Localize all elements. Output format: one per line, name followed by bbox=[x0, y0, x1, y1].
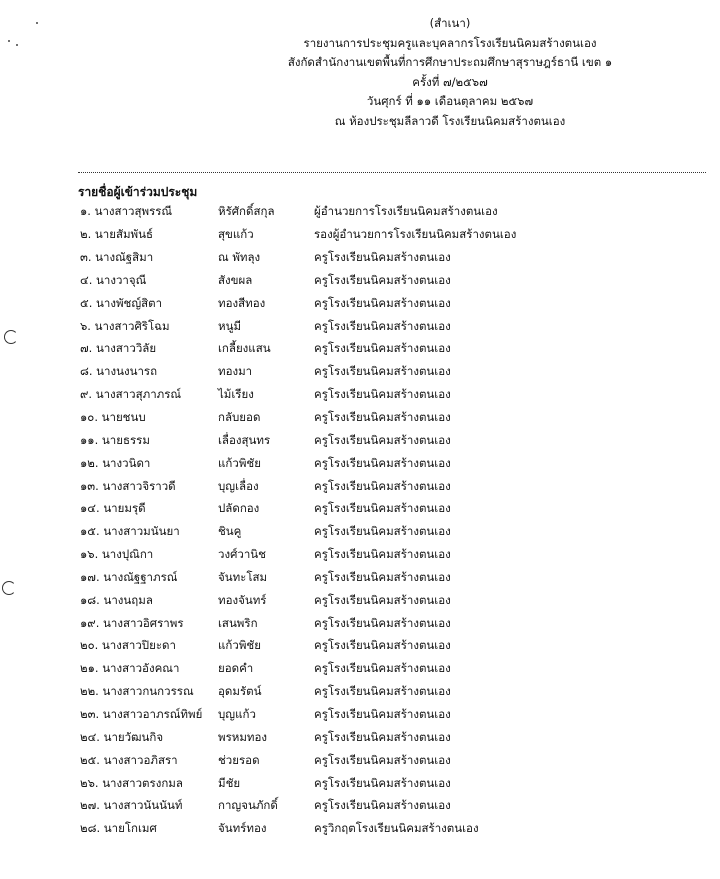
attendee-row bbox=[80, 429, 700, 452]
attendee-role: ครูโรงเรียนนิคมสร้างตนเอง bbox=[314, 729, 451, 744]
attendee-name: ๑๓. นางสาวจิราวดี bbox=[80, 478, 176, 493]
dotted-divider bbox=[78, 172, 706, 173]
attendee-role: ครูโรงเรียนนิคมสร้างตนเอง bbox=[314, 775, 451, 790]
attendee-role: ครูโรงเรียนนิคมสร้างตนเอง bbox=[314, 318, 451, 333]
attendee-row bbox=[80, 270, 700, 293]
attendee-role: ครูโรงเรียนนิคมสร้างตนเอง bbox=[314, 524, 451, 539]
attendee-name: ๒๗. นางสาวนันนันท์ bbox=[80, 798, 183, 813]
attendee-name: ๒๐. นางสาวปิยะดา bbox=[80, 638, 176, 653]
attendee-row bbox=[80, 521, 700, 544]
attendee-row bbox=[80, 361, 700, 384]
attendee-surname: เลื่องสุนทร bbox=[218, 432, 271, 447]
attendee-surname: ปลัดกอง bbox=[218, 501, 260, 516]
attendee-role: รองผู้อำนวยการโรงเรียนนิคมสร้างตนเอง bbox=[314, 227, 517, 242]
attendee-surname: กลับยอด bbox=[218, 410, 261, 425]
attendee-name: ๕. นางพัชญ์สิตา bbox=[80, 295, 163, 310]
attendee-list bbox=[80, 201, 700, 841]
attendee-surname: ทองมา bbox=[218, 364, 253, 379]
attendee-surname: หิรัศักดิ์สกุล bbox=[218, 204, 275, 219]
attendees-title: รายชื่อผู้เข้าร่วมประชุม bbox=[78, 185, 198, 199]
document-header bbox=[180, 14, 720, 132]
attendee-row bbox=[80, 544, 700, 567]
attendee-name: ๙. นางสาวสุภาภรณ์ bbox=[80, 387, 182, 402]
attendee-row bbox=[80, 635, 700, 658]
hole-punch-mark bbox=[4, 330, 18, 344]
attendee-surname: แก้วพิชัย bbox=[218, 455, 261, 470]
attendee-role: ผู้อำนวยการโรงเรียนนิคมสร้างตนเอง bbox=[314, 204, 498, 219]
attendee-name: ๓. นางณัฐสิมา bbox=[80, 250, 154, 265]
attendee-name: ๒๓. นางสาวอาภรณ์ทิพย์ bbox=[80, 706, 203, 721]
attendee-surname: แก้วพิชัย bbox=[218, 638, 261, 653]
attendee-name: ๗. นางสาววิลัย bbox=[80, 341, 157, 356]
attendee-role: ครูโรงเรียนนิคมสร้างตนเอง bbox=[314, 387, 451, 402]
attendee-surname: ทองจันทร์ bbox=[218, 592, 267, 607]
copy-label: (สำเนา) bbox=[429, 16, 471, 30]
meeting-number: ครั้งที่ ๗/๒๕๖๗ bbox=[412, 74, 488, 89]
attendee-row bbox=[80, 589, 700, 612]
attendee-row bbox=[80, 201, 700, 224]
attendee-name: ๔. นางวาจุณี bbox=[80, 272, 147, 287]
attendee-surname: จันทร์ทอง bbox=[218, 821, 267, 836]
attendee-name: ๑๙. นางสาวอิศราพร bbox=[80, 615, 184, 630]
attendee-role: ครูโรงเรียนนิคมสร้างตนเอง bbox=[314, 569, 451, 584]
attendee-role: ครูโรงเรียนนิคมสร้างตนเอง bbox=[314, 478, 451, 493]
attendee-surname: เกลี้ยงแสน bbox=[218, 341, 271, 356]
affiliation: สังกัดสำนักงานเขตพื้นที่การศึกษาประถมศึกษาสุราษฎร์ธานี เขต ๑ bbox=[287, 55, 613, 70]
attendee-row bbox=[80, 658, 700, 681]
attendee-surname: บุญเลื่อง bbox=[218, 478, 259, 493]
attendee-name: ๘. นางนงนารถ bbox=[80, 364, 158, 379]
attendee-row bbox=[80, 772, 700, 795]
attendee-name: ๑. นางสาวสุพรรณี bbox=[80, 204, 173, 219]
attendee-name: ๒๖. นางสาวตรงกมล bbox=[80, 775, 183, 790]
attendee-row bbox=[80, 407, 700, 430]
attendee-role: ครูโรงเรียนนิคมสร้างตนเอง bbox=[314, 706, 451, 721]
attendee-row bbox=[80, 567, 700, 590]
attendee-row bbox=[80, 681, 700, 704]
attendee-row bbox=[80, 384, 700, 407]
attendee-name: ๑๗. นางณัฐฐาภรณ์ bbox=[80, 569, 178, 584]
attendee-name: ๒๑. นางสาวอังคณา bbox=[80, 661, 180, 676]
attendee-role: ครูโรงเรียนนิคมสร้างตนเอง bbox=[314, 250, 451, 265]
attendee-role: ครูโรงเรียนนิคมสร้างตนเอง bbox=[314, 364, 451, 379]
attendee-surname: จันทะโสม bbox=[218, 569, 268, 584]
attendee-surname: ยอดคำ bbox=[218, 661, 254, 676]
attendee-surname: ทองสีทอง bbox=[218, 295, 266, 310]
attendee-role: ครูโรงเรียนนิคมสร้างตนเอง bbox=[314, 592, 451, 607]
attendee-surname: พรหมทอง bbox=[218, 729, 268, 744]
attendee-row bbox=[80, 704, 700, 727]
attendee-name: ๒๕. นางสาวอภิสรา bbox=[80, 752, 178, 767]
attendee-role: ครูโรงเรียนนิคมสร้างตนเอง bbox=[314, 410, 451, 425]
attendee-row bbox=[80, 498, 700, 521]
attendee-row bbox=[80, 726, 700, 749]
attendee-name: ๒๔. นายวัฒนกิจ bbox=[80, 729, 164, 744]
attendee-role: ครูโรงเรียนนิคมสร้างตนเอง bbox=[314, 661, 451, 676]
attendee-role: ครูโรงเรียนนิคมสร้างตนเอง bbox=[314, 752, 451, 767]
attendee-surname: สังขผล bbox=[218, 272, 253, 287]
attendee-role: ครูโรงเรียนนิคมสร้างตนเอง bbox=[314, 615, 451, 630]
speck bbox=[16, 44, 18, 46]
attendee-row bbox=[80, 612, 700, 635]
attendee-role: ครูโรงเรียนนิคมสร้างตนเอง bbox=[314, 455, 451, 470]
attendee-row bbox=[80, 452, 700, 475]
hole-punch-mark bbox=[2, 581, 16, 595]
attendee-surname: มีชัย bbox=[218, 775, 241, 790]
report-title: รายงานการประชุมครูและบุคลากรโรงเรียนนิคมสร้างตนเอง bbox=[303, 35, 597, 50]
speck bbox=[36, 22, 38, 24]
attendee-row bbox=[80, 475, 700, 498]
attendee-name: ๑๑. นายธรรม bbox=[80, 432, 150, 447]
attendee-surname: ไม้เรียง bbox=[218, 387, 254, 402]
attendee-role: ครูโรงเรียนนิคมสร้างตนเอง bbox=[314, 341, 451, 356]
attendee-name: ๒๘. นายโกเมศ bbox=[80, 821, 157, 836]
attendee-row bbox=[80, 818, 700, 841]
attendee-row bbox=[80, 224, 700, 247]
attendee-row bbox=[80, 338, 700, 361]
attendee-name: ๖. นางสาวศิริโฉม bbox=[80, 318, 170, 333]
attendee-name: ๑๘. นางนฤมล bbox=[80, 592, 153, 607]
attendee-surname: หนูมี bbox=[218, 318, 242, 333]
attendee-surname: ชินคู bbox=[218, 524, 242, 539]
attendee-row bbox=[80, 749, 700, 772]
attendee-name: ๑๒. นางวนิดา bbox=[80, 455, 151, 470]
attendee-surname: ณ พัทลุง bbox=[218, 250, 261, 265]
attendee-surname: สุขแก้ว bbox=[218, 227, 254, 242]
attendee-role: ครูวิกฤตโรงเรียนนิคมสร้างตนเอง bbox=[314, 821, 479, 836]
attendee-surname: เสนพริก bbox=[218, 615, 258, 630]
attendee-role: ครูโรงเรียนนิคมสร้างตนเอง bbox=[314, 272, 451, 287]
attendee-name: ๒. นายสัมพันธ์ bbox=[80, 227, 154, 242]
speck bbox=[8, 40, 10, 42]
meeting-venue: ณ ห้องประชุมลีลาวดี โรงเรียนนิคมสร้างตนเอง bbox=[334, 113, 566, 128]
attendee-row bbox=[80, 315, 700, 338]
attendee-role: ครูโรงเรียนนิคมสร้างตนเอง bbox=[314, 547, 451, 562]
attendee-surname: บุญแก้ว bbox=[218, 706, 256, 721]
attendee-name: ๑๖. นางปุณิกา bbox=[80, 547, 154, 562]
attendee-role: ครูโรงเรียนนิคมสร้างตนเอง bbox=[314, 295, 451, 310]
attendee-role: ครูโรงเรียนนิคมสร้างตนเอง bbox=[314, 684, 451, 699]
attendee-row bbox=[80, 795, 700, 818]
attendee-role: ครูโรงเรียนนิคมสร้างตนเอง bbox=[314, 501, 451, 516]
attendee-surname: กาญจนภักดิ์ bbox=[218, 798, 278, 813]
attendee-name: ๑๕. นางสาวมนันยา bbox=[80, 524, 180, 539]
attendee-surname: วงศ์วานิช bbox=[218, 547, 266, 562]
attendee-surname: อุดมรัตน์ bbox=[218, 684, 262, 699]
attendee-role: ครูโรงเรียนนิคมสร้างตนเอง bbox=[314, 638, 451, 653]
meeting-date: วันศุกร์ ที่ ๑๑ เดือนตุลาคม ๒๕๖๗ bbox=[366, 94, 534, 109]
attendee-row bbox=[80, 292, 700, 315]
attendee-role: ครูโรงเรียนนิคมสร้างตนเอง bbox=[314, 798, 451, 813]
attendee-name: ๑๐. นายชนบ bbox=[80, 410, 146, 425]
attendee-row bbox=[80, 247, 700, 270]
attendee-name: ๒๒. นางสาวกนกวรรณ bbox=[80, 684, 194, 699]
attendee-role: ครูโรงเรียนนิคมสร้างตนเอง bbox=[314, 432, 451, 447]
attendee-surname: ช่วยรอด bbox=[218, 752, 260, 767]
attendee-name: ๑๔. นายมรุดี bbox=[80, 501, 146, 516]
